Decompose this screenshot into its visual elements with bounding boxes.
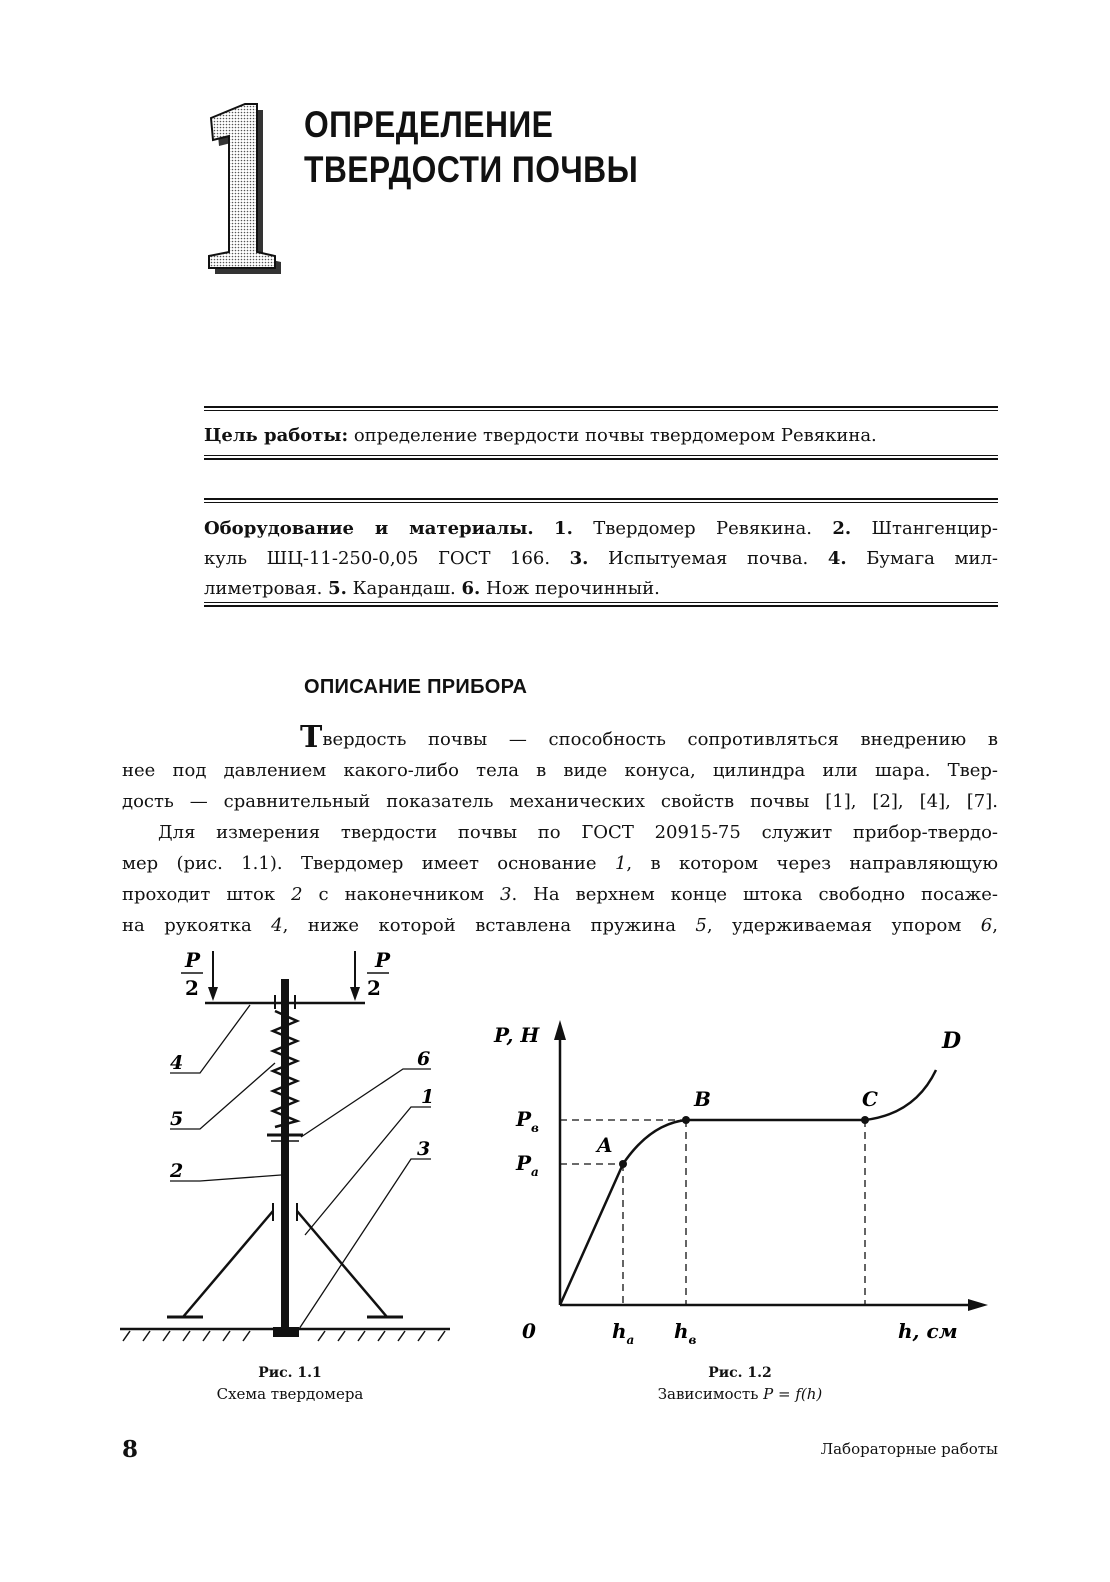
figure-2-title xyxy=(590,1384,890,1405)
drop-letter: Т xyxy=(300,720,323,755)
equipment-label: Оборудование и материалы. xyxy=(204,518,534,539)
leader-2 xyxy=(170,1175,281,1181)
goal-label: Цель работы: xyxy=(204,425,349,446)
figure-2-formula: P = f(h) xyxy=(763,1385,823,1403)
text-run: . На верхнем конце штока свободно посаже- xyxy=(511,884,998,905)
text-run: , удерживаемая упором xyxy=(706,915,981,936)
equipment-num: 4. xyxy=(827,548,847,569)
part-number: 3 xyxy=(500,884,512,905)
text-run: вердость почвы — способность сопротивляться внедрению в xyxy=(322,729,998,750)
callout-1: 1 xyxy=(421,1086,435,1108)
y-axis-label: P, H xyxy=(494,1023,540,1047)
figure-2-number: Рис. 1.2 xyxy=(708,1365,772,1381)
leader-6 xyxy=(301,1069,431,1137)
force-label-p-right: P xyxy=(375,948,391,972)
leader-3 xyxy=(299,1159,431,1329)
text-run: проходит шток xyxy=(122,884,292,905)
force-label-2-left: 2 xyxy=(185,976,199,1000)
part-number: 6 xyxy=(980,915,993,936)
figure-p-h-chart xyxy=(490,1010,1000,1360)
equipment-num: 3. xyxy=(569,548,589,569)
point-c-marker xyxy=(861,1116,869,1124)
x-axis-label: h, см xyxy=(898,1319,958,1343)
rod-tip xyxy=(273,1327,299,1337)
text-run: , xyxy=(992,915,998,936)
goal-statement xyxy=(204,423,998,449)
p-h-curve xyxy=(560,1070,936,1305)
point-b-label: B xyxy=(694,1087,711,1111)
y-tick-pv: $P_в$ xyxy=(516,1107,539,1135)
chapter-number-graphic xyxy=(195,96,290,276)
section-heading: ОПИСАНИЕ ПРИБОРА xyxy=(304,676,528,698)
paragraph-2-line-4 xyxy=(122,910,998,941)
point-c-label: C xyxy=(862,1087,878,1111)
figure-2-caption xyxy=(590,1363,890,1405)
chapter-title xyxy=(304,102,638,192)
figure-1-caption xyxy=(140,1363,440,1405)
equipment-bottom-rule xyxy=(204,602,998,607)
page-number: 8 xyxy=(122,1436,139,1463)
equipment-item: куль ШЦ-11-250-0,05 ГОСТ 166. xyxy=(204,548,570,569)
goal-top-rule xyxy=(204,406,998,411)
paragraph-1-line-3: дость — сравнительный показатель механических свойств почвы [1], [2], [4], [7]. xyxy=(122,791,998,812)
equipment-item: Испытуемая почва. xyxy=(588,548,828,569)
force-label-p-left: P xyxy=(185,948,201,972)
equipment-item: лиметровая. xyxy=(204,578,329,599)
chapter-title-line-1: ОПРЕДЕЛЕНИЕ xyxy=(304,104,554,145)
x-axis-arrow xyxy=(968,1299,988,1311)
equipment-item: Бумага мил- xyxy=(846,548,998,569)
callout-5: 5 xyxy=(170,1108,184,1130)
callout-2: 2 xyxy=(170,1160,184,1182)
paragraph-2-line-2 xyxy=(122,848,998,879)
origin-label: 0 xyxy=(522,1319,536,1343)
point-b-marker xyxy=(682,1116,690,1124)
text-run: , ниже которой вставлена пружина xyxy=(282,915,696,936)
figure-1-number: Рис. 1.1 xyxy=(258,1365,322,1381)
callout-3: 3 xyxy=(417,1138,431,1160)
point-d-label: D xyxy=(942,1028,962,1054)
equipment-num: 5. xyxy=(328,578,347,599)
x-tick-ha: $h_a$ xyxy=(612,1319,635,1347)
equipment-line-2 xyxy=(204,544,998,574)
equipment-item: Штангенцир- xyxy=(851,518,998,539)
chapter-title-line-2: ТВЕРДОСТИ ПОЧВЫ xyxy=(304,149,639,190)
equipment-line-1 xyxy=(204,514,998,544)
force-label-2-right: 2 xyxy=(367,976,381,1000)
equipment-num: 6. xyxy=(461,578,481,599)
text-run: мер (рис. 1.1). Твердомер имеет основание xyxy=(122,853,615,874)
point-a-marker xyxy=(619,1160,627,1168)
force-arrowhead-right xyxy=(350,987,360,1001)
equipment-item: Твердомер Ревякина. xyxy=(572,518,833,539)
equipment-line-3 xyxy=(204,574,998,604)
figure-2-title-text: Зависимость xyxy=(657,1385,764,1403)
base-leg-left xyxy=(183,1211,273,1317)
text-run: на рукоятка xyxy=(122,915,272,936)
goal-text: определение твердости почвы твердомером Ревякина. xyxy=(348,425,877,446)
x-tick-hv: $h_в$ xyxy=(674,1319,697,1347)
paragraph-1-line-2: нее под давлением какого-либо тела в виде конуса, цилиндра или шара. Твер- xyxy=(122,760,998,781)
body-text xyxy=(122,720,999,941)
equipment-num: 2. xyxy=(832,518,852,539)
callout-6: 6 xyxy=(417,1048,431,1070)
text-run: , в котором через направляющую xyxy=(626,853,999,874)
callout-4: 4 xyxy=(170,1052,184,1074)
y-tick-pa: $P_a$ xyxy=(516,1151,539,1179)
part-number: 5 xyxy=(695,915,707,936)
figure-durometer-schematic xyxy=(115,945,460,1350)
equipment-top-rule xyxy=(204,498,998,503)
part-number: 4 xyxy=(271,915,283,936)
part-number: 2 xyxy=(291,884,303,905)
running-title: Лабораторные работы xyxy=(820,1440,998,1458)
equipment-item: Нож перочинный. xyxy=(480,578,660,599)
paragraph-1-line-1 xyxy=(122,720,998,755)
leader-1 xyxy=(305,1107,431,1235)
y-axis-arrow xyxy=(554,1020,566,1040)
text-run: с наконечником xyxy=(302,884,501,905)
part-number: 1 xyxy=(614,853,627,874)
rod xyxy=(281,979,289,1335)
paragraph-2-line-1: Для измерения твердости почвы по ГОСТ 20915-75 служит прибор-твердо- xyxy=(158,822,998,843)
equipment-num: 1. xyxy=(554,518,573,539)
point-a-label: A xyxy=(597,1133,613,1157)
force-arrowhead-left xyxy=(208,987,218,1001)
equipment-list xyxy=(204,514,998,604)
paragraph-2-line-3 xyxy=(122,879,998,910)
goal-bottom-rule xyxy=(204,455,998,460)
figure-1-title: Схема твердомера xyxy=(216,1385,364,1403)
equipment-item: Карандаш. xyxy=(346,578,462,599)
